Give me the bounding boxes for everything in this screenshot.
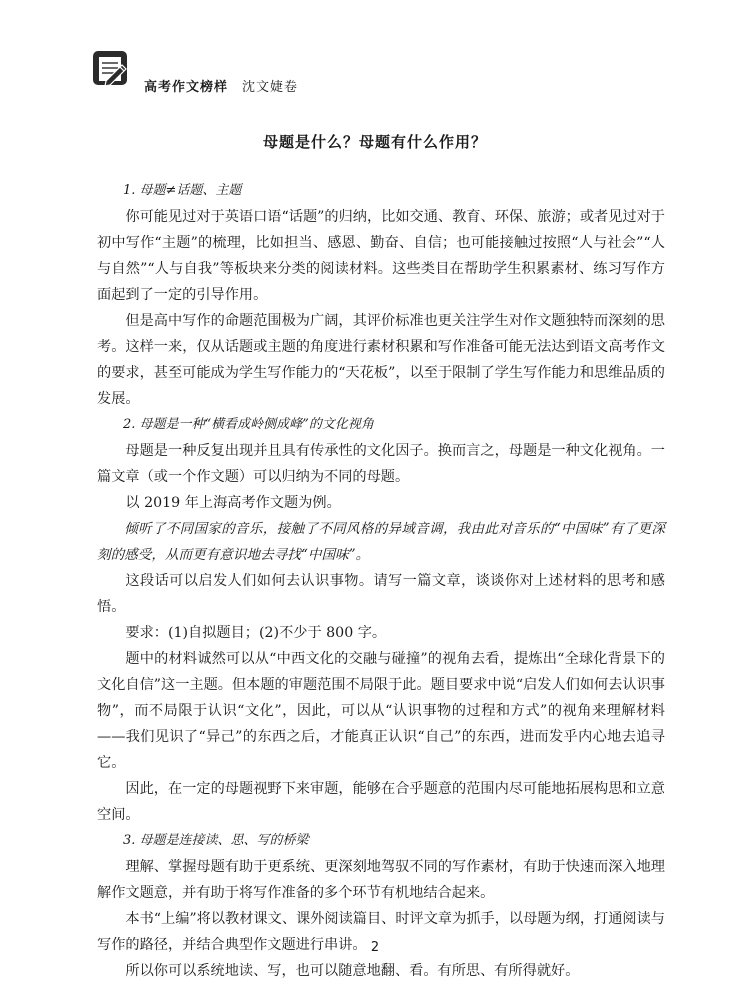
paragraph: 题中的材料诚然可以从“中西文化的交融与碰撞”的视角去看，提炼出“全球化背景下的文化自信”这一主题。但本题的审题范围不局限于此。题目要求中说“启发人们如何去认识事物”，而不局限于认识“文化”，因此，可以从“认识事物的过程和方式”的视角来理解材料——我们见识了“异己”的东西之后，才能真正认识“自己”的东西，进而发乎内心地去追寻它。	[97, 651, 665, 771]
volume-name: 沈文婕卷	[242, 80, 299, 95]
paragraph: 这段话可以启发人们如何去认识事物。请写一篇文章，谈谈你对上述材料的思考和感悟。	[97, 573, 665, 615]
paragraph: 所以你可以系统地读、写，也可以随意地翻、看。有所思、有所得就好。	[125, 963, 580, 979]
paragraph: 本书“上编”将以教材课文、课外阅读篇目、时评文章为抓手，以母题为纲，打通阅读与写作的路径，并结合典型作文题进行串讲。	[97, 911, 665, 953]
paragraph: 因此，在一定的母题视野下来审题，能够在合乎题意的范围内尽可能地拓展构思和立意空间。	[97, 781, 665, 823]
page-header	[92, 50, 692, 100]
notebook-pencil-icon	[92, 50, 130, 88]
section-title: 母题是什么？母题有什么作用？	[262, 133, 487, 151]
paragraph: 理解、掌握母题有助于更系统、更深刻地驾驭不同的写作素材，有助于快速而深入地理解作文题意，并有助于将写作准备的多个环节有机地结合起来。	[97, 859, 665, 901]
section-heading: 3. 母题是连接读、思、写的桥梁	[123, 833, 309, 848]
paragraph: 你可能见过对于英语口语“话题”的归纳，比如交通、教育、环保、旅游；或者见过对于初中写作“主题”的梳理，比如担当、感恩、勤奋、自信；也可能接触过按照“人与社会”“人与自然”“人与自我”等板块来分类的阅读材料。这些类目在帮助学生积累素材、练习写作方面起到了一定的引导作用。	[97, 209, 665, 303]
exam-prompt-quote: 倾听了不同国家的音乐，接触了不同风格的异域音调，我由此对音乐的“中国味”有了更深刻的感受，从而更有意识地去寻找“中国味”。	[97, 521, 665, 563]
page-number: 2	[370, 940, 380, 955]
paragraph: 要求：(1)自拟题目；(2)不少于 800 字。	[125, 625, 387, 641]
paragraph: 但是高中写作的命题范围极为广阔，其评价标准也更关注学生对作文题独特而深刻的思考。这样一来，仅从话题或主题的角度进行素材积累和写作准备可能无法达到语文高考作文的要求，甚至可能成为学生写作能力的“天花板”，以至于限制了学生写作能力和思维品质的发展。	[97, 313, 665, 407]
paragraph: 以 2019 年上海高考作文题为例。	[125, 495, 341, 511]
section-heading: 2. 母题是一种“横看成岭侧成峰”的文化视角	[123, 417, 374, 432]
section-heading: 1. 母题≠话题、主题	[123, 183, 242, 198]
header-text	[144, 76, 298, 95]
body-text	[97, 178, 665, 984]
paragraph: 母题是一种反复出现并且具有传承性的文化因子。换而言之，母题是一种文化视角。一篇文章（或一个作文题）可以归纳为不同的母题。	[97, 443, 665, 485]
book-series: 高考作文榜样	[144, 80, 229, 95]
